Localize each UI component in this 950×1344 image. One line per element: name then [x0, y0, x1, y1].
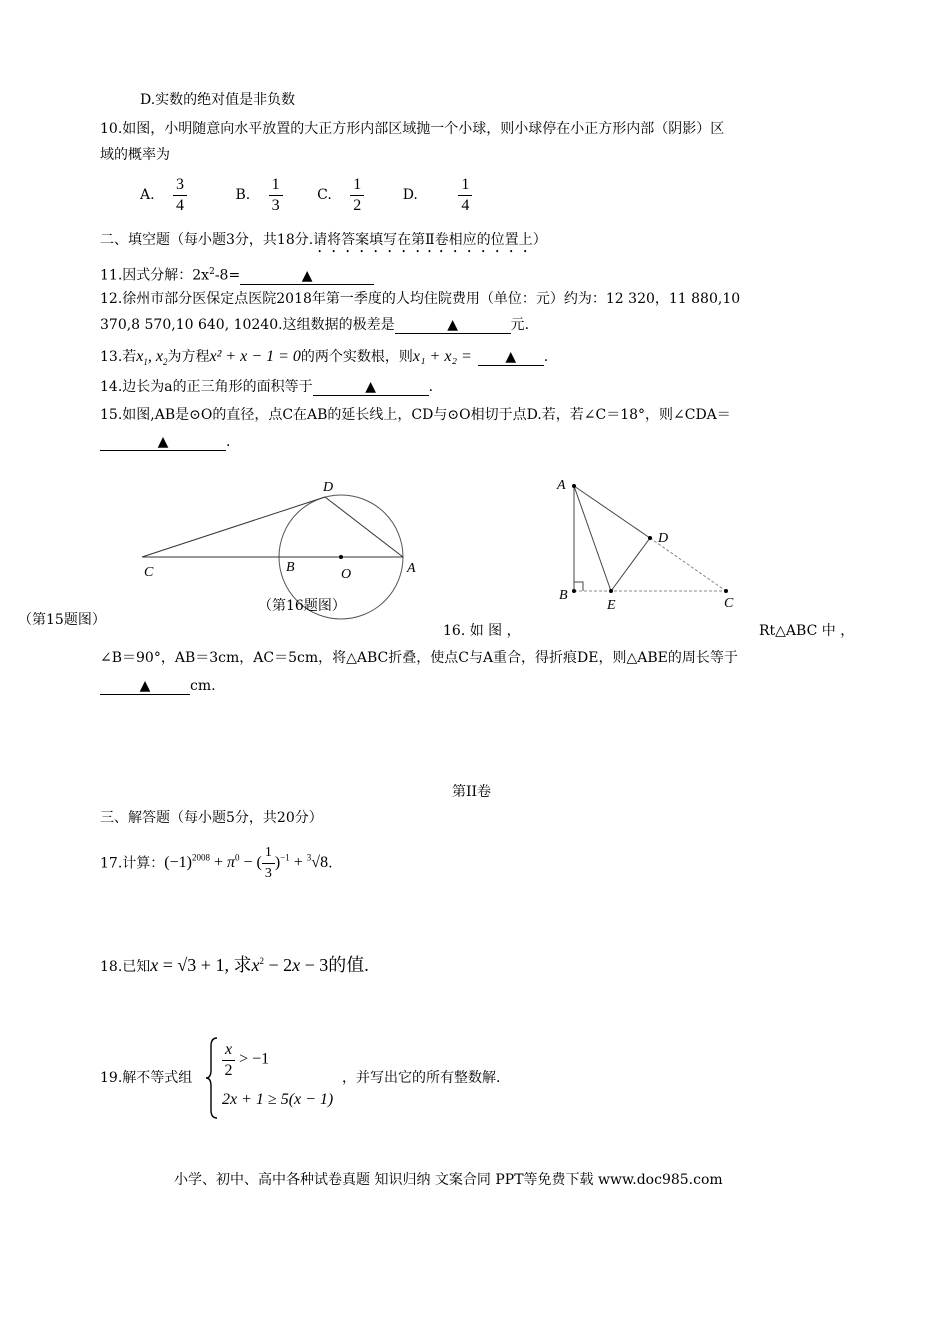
figure-16 [550, 472, 750, 617]
label-d: D [323, 480, 334, 495]
q16-answer-line: ▲ cm. [100, 676, 216, 696]
q10-option-b: B. $\frac{1}{3}$ [235, 187, 287, 203]
q10-line2: 域的概率为 [100, 147, 170, 163]
q19-inequality-1: $\frac{x}{2}$ > −1 [222, 1040, 269, 1081]
q10-c-den: 2 [353, 196, 362, 214]
fold-de [611, 538, 650, 591]
q19-inequality-2: 2x + 1 ≥ 5(x − 1) [222, 1091, 334, 1108]
label-a: A [557, 478, 566, 493]
q11-answer-blank[interactable]: ▲ [240, 268, 374, 285]
q10-a-num: 3 [173, 175, 187, 196]
q14-answer-blank[interactable]: ▲ [313, 379, 429, 396]
q18-expression: x = √3 + 1, 求$x^2 - 2x - 3$的值. [150, 955, 369, 975]
label-c: C [144, 565, 154, 580]
q13-answer-blank[interactable]: ▲ [478, 349, 544, 366]
q16-answer-blank[interactable]: ▲ [100, 678, 190, 695]
label-c: C [724, 596, 734, 611]
footer: 小学、初中、高中各种试卷真题 知识归纳 文案合同 PPT等免费下载 www.doc985.com [174, 1172, 723, 1188]
section2-emphasis: 请将答案填写在第Ⅱ卷相应的位置上 [313, 232, 533, 248]
chord-da [325, 497, 403, 557]
q13-equation: x² + x − 1 = 0 [209, 348, 301, 365]
tangent-cd [142, 497, 325, 557]
section3-heading: 三、解答题（每小题5分，共20分） [100, 810, 323, 826]
q10-option-c: C. $\frac{1}{2}$ [317, 187, 369, 203]
center-o-dot [339, 555, 343, 559]
q10-option-d: D. $\frac{1}{4}$ [403, 187, 473, 203]
segment-ad [574, 486, 650, 538]
label-a: A [407, 561, 416, 576]
q18: 18.已知x = √3 + 1, 求$x^2 - 2x - 3$的值. [100, 955, 369, 975]
part2-title: 第II卷 [452, 784, 492, 800]
q12-line1: 12.徐州市部分医保定点医院2018年第一季度的人均住院费用（单位：元）约为：12 320，11 880,10 [100, 291, 741, 307]
segment-ae [574, 486, 611, 591]
brace-icon [205, 1036, 221, 1120]
fig16-caption: （第16题图） [258, 598, 346, 614]
q16-line1b: Rt△ABC 中 ， [759, 623, 855, 639]
q10-option-a: A. $\frac{3}{4}$ [140, 187, 191, 203]
q10-d-den: 4 [461, 196, 470, 214]
q10-d-num: 1 [458, 175, 472, 196]
q11: 11.因式分解：$2x^2-8=$ ▲ [100, 262, 374, 286]
q9-option-d: D.实数的绝对值是非负数 [140, 92, 296, 108]
q10-line1: 10.如图，小明随意向水平放置的大正方形内部区域抛一个小球，则小球停在小正方形内部（阴影）区 [100, 121, 725, 137]
label-b: B [559, 588, 568, 603]
q16-line2: ∠B＝90°，AB＝3cm，AC＝5cm，将△ABC折叠，使点C与A重合，得折痕DE，则△ABE的周长等于 [100, 650, 738, 666]
q15: 15.如图,AB是⊙O的直径，点C在AB的延长线上，CD与⊙O相切于点D.若，若∠C＝18°，则∠CDA＝ [100, 407, 731, 423]
q10-c-num: 1 [350, 175, 364, 196]
q15-answer-line: ▲ . [100, 432, 230, 452]
section2-heading: 二、填空题（每小题3分，共18分.请将答案填写在第Ⅱ卷相应的位置上） [100, 232, 547, 248]
q10-b-num: 1 [269, 175, 283, 196]
q10-a-den: 4 [176, 196, 185, 214]
q12-line2: 370,8 570,10 640, 10240.这组数据的极差是 ▲ 元. [100, 317, 530, 333]
fig15-caption: （第15题图） [18, 612, 106, 628]
q10-options [140, 172, 472, 218]
q10-b-den: 3 [271, 196, 280, 214]
q15-answer-blank[interactable]: ▲ [100, 434, 226, 451]
q16-line1a: 16. 如 图 ， [443, 623, 521, 639]
label-d: D [658, 531, 669, 546]
q12-answer-blank[interactable]: ▲ [395, 317, 511, 334]
q17-expression: $(-1)^{2008} + \pi^0$ − ( $\frac{1}{3}$ )$^{-1}$ + $^3$√8 [164, 845, 329, 882]
q19-prefix: 19.解不等式组 [100, 1070, 193, 1086]
q13: 13.若$x_1$, $x_2$为方程x² + x − 1 = 0的两个实数根，则x₁ + x₂ = ▲ . [100, 348, 549, 368]
q13-sum: x₁ + x₂ = [412, 348, 472, 365]
label-e: E [607, 598, 616, 613]
q19-suffix: ，并写出它的所有整数解. [342, 1070, 501, 1086]
q17: 17.计算：$(-1)^{2008} + \pi^0$ − ( $\frac{1}{3}$ )$^{-1}$ + $^3$√8. [100, 845, 333, 882]
q14: 14.边长为a的正三角形的面积等于 ▲ . [100, 379, 434, 395]
label-b: B [286, 560, 295, 575]
label-o: O [341, 567, 352, 582]
